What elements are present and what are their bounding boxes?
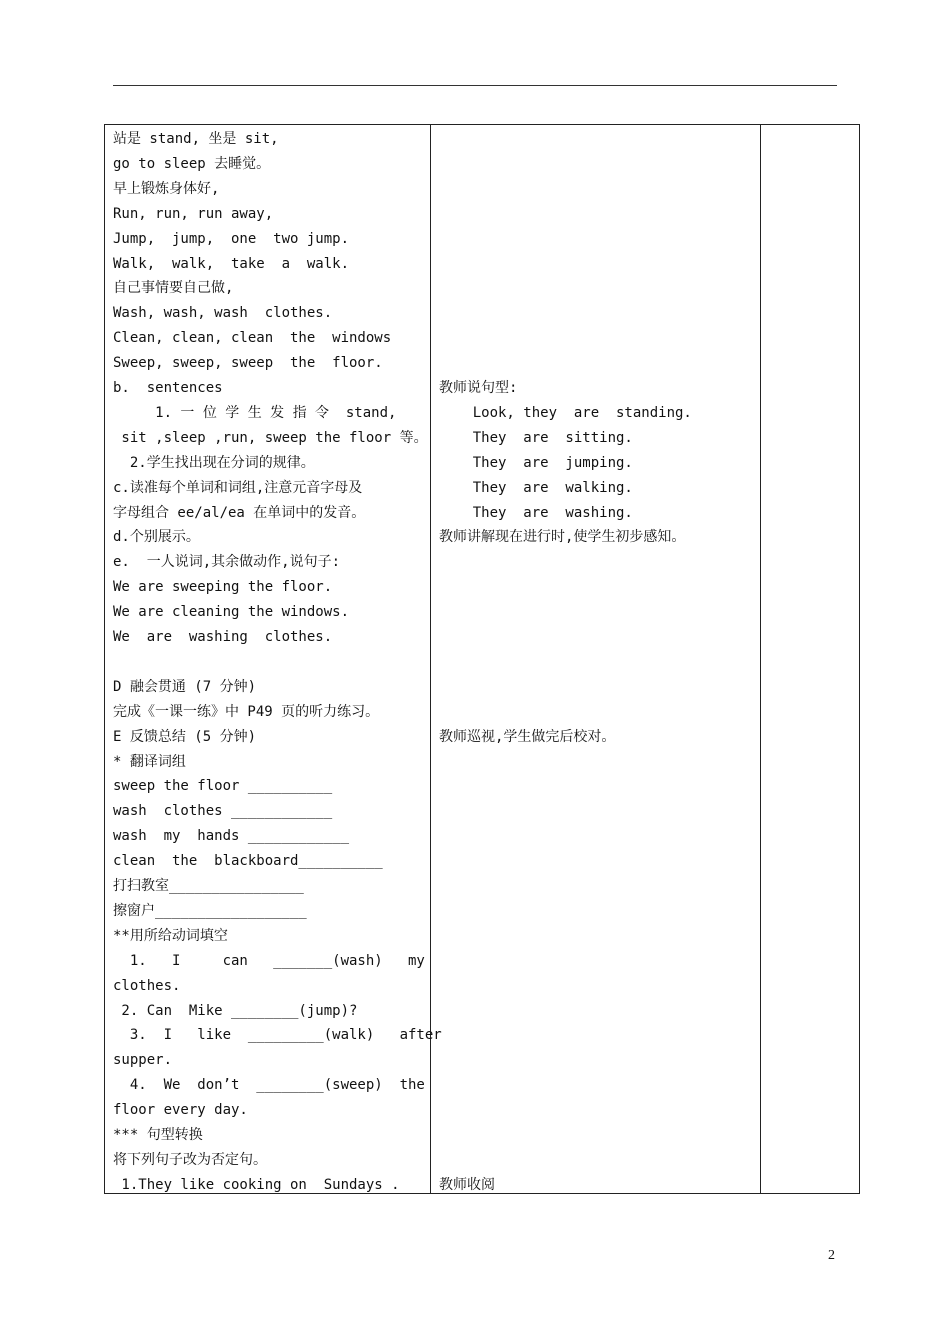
left-column-line: 4. We don’t ________(sweep) the [113,1077,425,1094]
left-column-line: Jump, jump, one two jump. [113,230,350,247]
left-column-line: wash my hands ____________ [113,828,350,845]
left-column-line: b. sentences [113,380,223,396]
left-column-line: Sweep, sweep, sweep the floor. [113,355,383,372]
left-column-line: supper. [113,1052,173,1069]
left-column-line: 1.They like cooking on Sundays . [113,1176,400,1193]
left-column-line: Clean, clean, clean the windows [113,330,392,347]
left-column-line: Walk, walk, take a walk. [113,255,350,272]
left-column-line: 3. I like _________(walk) after [113,1027,442,1044]
left-column-line: **用所给动词填空 [113,927,228,944]
left-column-line: 完成《一课一练》中 P49 页的听力练习。 [113,703,380,720]
left-column-line: sweep the floor __________ [113,778,333,795]
column-divider [760,125,761,1193]
middle-column-line: They are walking. [439,479,633,496]
left-column-line: 字母组合 ee/al/ea 在单词中的发音。 [113,504,366,521]
middle-column-line: Look, they are standing. [439,404,692,421]
left-column-line: E 反馈总结 (5 分钟) [113,728,257,745]
left-column-line: 2. Can Mike ________(jump)? [113,1002,358,1019]
left-column-line: * 翻译词组 [113,753,186,770]
middle-column-line: They are sitting. [439,429,633,446]
left-column-line: 擦窗户__________________ [113,902,307,919]
left-column-line: Run, run, run away, [113,205,274,222]
left-column-line: 自己事情要自己做, [113,280,234,297]
left-column-line: c.读准每个单词和词组,注意元音字母及 [113,479,363,496]
left-column-line: 1. I can _______(wash) my [113,952,425,969]
left-column-line: e. 一人说词,其余做动作,说句子: [113,554,341,571]
left-column-line: 2.学生找出现在分词的规律。 [113,454,315,471]
left-column-line: clothes. [113,977,181,994]
middle-column-line: 教师巡视,学生做完后校对。 [439,728,616,745]
left-column-line: wash clothes ____________ [113,803,333,820]
left-column-line: 将下列句子改为否定句。 [113,1151,267,1168]
left-column-line: sit ,sleep ,run, sweep the floor 等。 [113,429,428,446]
left-column-line: Wash, wash, wash clothes. [113,305,333,322]
left-column-line: 站是 stand, 坐是 sit, [113,131,279,147]
left-column-line: We are sweeping the floor. [113,579,333,596]
left-column-line: *** 句型转换 [113,1127,203,1143]
middle-column-line: 教师收阅 [439,1176,495,1193]
middle-column-line: They are jumping. [439,454,633,471]
left-column-line: go to sleep 去睡觉。 [113,155,271,172]
middle-column-line: 教师说句型: [439,380,518,396]
left-column-line: We are cleaning the windows. [113,604,350,621]
left-column-line: We are washing clothes. [113,629,333,645]
middle-column-line: 教师讲解现在进行时,使学生初步感知。 [439,529,686,546]
left-column-line: 早上锻炼身体好, [113,180,220,197]
left-column-line: floor every day. [113,1102,248,1119]
middle-column-line: They are washing. [439,504,633,521]
left-column-line: D 融会贯通 (7 分钟) [113,678,257,695]
page-number: 2 [828,1248,835,1263]
left-column-line: clean the blackboard__________ [113,853,383,870]
header-rule [113,85,837,86]
left-column-line: 1. 一 位 学 生 发 指 令 stand, [113,404,397,421]
left-column-line: d.个别展示。 [113,529,200,546]
left-column-line: 打扫教室________________ [113,878,304,894]
